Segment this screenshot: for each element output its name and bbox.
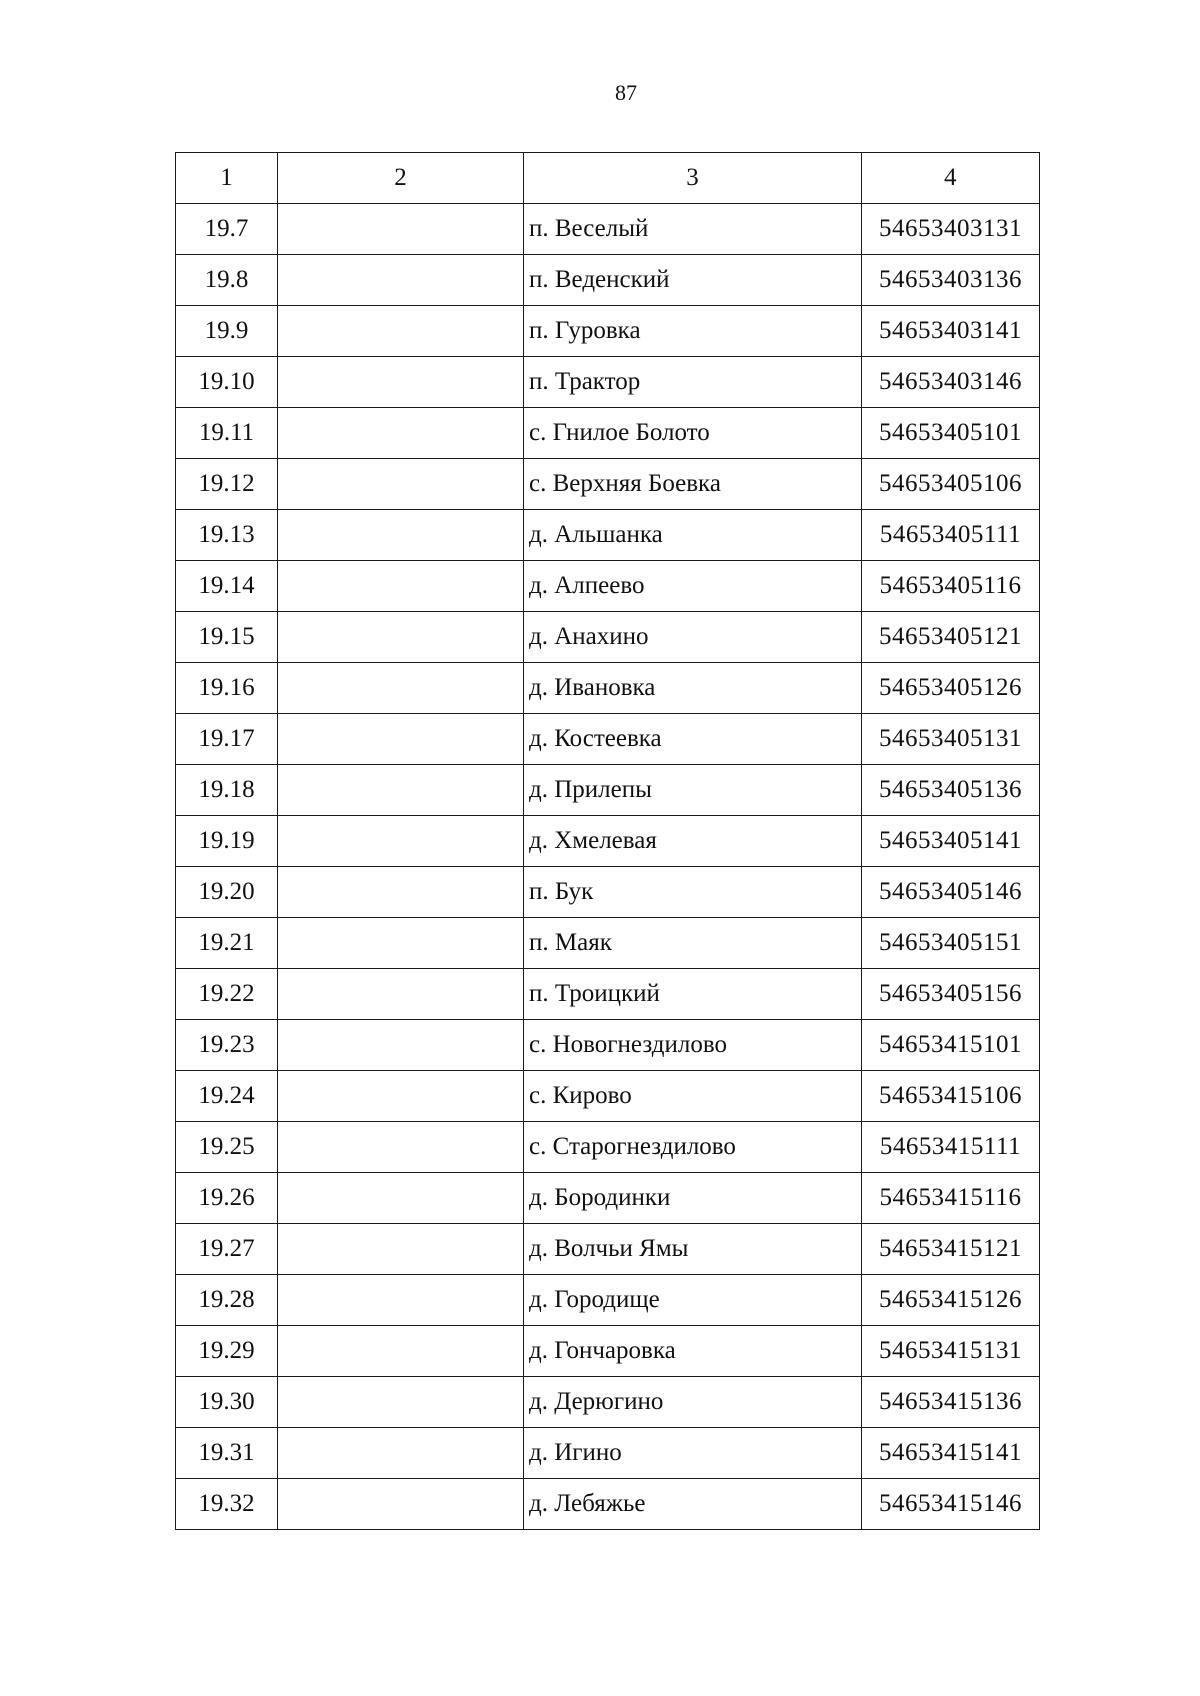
settlement-code-cell: 54653403136 [862, 255, 1040, 306]
table-row [176, 408, 1040, 459]
settlement-code-cell: 54653415121 [862, 1224, 1040, 1275]
table-row [176, 867, 1040, 918]
settlement-name-cell: с. Кирово [524, 1071, 862, 1122]
table-body [176, 153, 1040, 1530]
settlement-name-cell: д. Альшанка [524, 510, 862, 561]
settlement-code-cell: 54653405121 [862, 612, 1040, 663]
settlement-code-cell: 54653405146 [862, 867, 1040, 918]
column-2-cell [278, 765, 524, 816]
table-row [176, 459, 1040, 510]
table-row [176, 1275, 1040, 1326]
table-row [176, 1173, 1040, 1224]
column-2-cell [278, 561, 524, 612]
column-2-cell [278, 1173, 524, 1224]
settlement-code-cell: 54653403146 [862, 357, 1040, 408]
settlement-code-cell: 54653415101 [862, 1020, 1040, 1071]
settlement-name-cell: п. Гуровка [524, 306, 862, 357]
settlement-name-cell: п. Троицкий [524, 969, 862, 1020]
table-row [176, 1479, 1040, 1530]
table-row [176, 816, 1040, 867]
table-row [176, 612, 1040, 663]
table-row [176, 306, 1040, 357]
settlement-code-cell: 54653405141 [862, 816, 1040, 867]
column-2-cell [278, 1275, 524, 1326]
column-2-cell [278, 357, 524, 408]
row-number-cell: 19.17 [176, 714, 278, 765]
settlement-code-cell: 54653405151 [862, 918, 1040, 969]
row-number-cell: 19.7 [176, 204, 278, 255]
table-row [176, 969, 1040, 1020]
settlement-name-cell: п. Бук [524, 867, 862, 918]
settlement-name-cell: п. Маяк [524, 918, 862, 969]
settlement-name-cell: д. Игино [524, 1428, 862, 1479]
settlement-code-cell: 54653403141 [862, 306, 1040, 357]
settlement-code-cell: 54653403131 [862, 204, 1040, 255]
settlement-name-cell: с. Новогнездилово [524, 1020, 862, 1071]
column-2-cell [278, 255, 524, 306]
table-row [176, 255, 1040, 306]
column-2-cell [278, 1428, 524, 1479]
column-2-cell [278, 1224, 524, 1275]
settlement-code-cell: 54653415131 [862, 1326, 1040, 1377]
settlement-code-cell: 54653405131 [862, 714, 1040, 765]
settlement-name-cell: д. Костеевка [524, 714, 862, 765]
row-number-cell: 19.11 [176, 408, 278, 459]
table-row [176, 1071, 1040, 1122]
settlement-name-cell: с. Старогнездилово [524, 1122, 862, 1173]
settlement-code-cell: 54653415126 [862, 1275, 1040, 1326]
page-number: 87 [615, 80, 637, 105]
header-cell-4: 4 [862, 153, 1040, 204]
settlement-code-cell: 54653405156 [862, 969, 1040, 1020]
column-2-cell [278, 408, 524, 459]
row-number-cell: 19.18 [176, 765, 278, 816]
row-number-cell: 19.10 [176, 357, 278, 408]
table-row [176, 1122, 1040, 1173]
settlement-name-cell: с. Гнилое Болото [524, 408, 862, 459]
column-2-cell [278, 306, 524, 357]
column-2-cell [278, 969, 524, 1020]
row-number-cell: 19.25 [176, 1122, 278, 1173]
row-number-cell: 19.16 [176, 663, 278, 714]
settlement-code-cell: 54653415136 [862, 1377, 1040, 1428]
header-cell-3: 3 [524, 153, 862, 204]
row-number-cell: 19.30 [176, 1377, 278, 1428]
settlement-name-cell: с. Верхняя Боевка [524, 459, 862, 510]
table-row [176, 1326, 1040, 1377]
table-row [176, 918, 1040, 969]
settlement-name-cell: д. Ивановка [524, 663, 862, 714]
settlement-code-cell: 54653415111 [862, 1122, 1040, 1173]
settlement-name-cell: п. Трактор [524, 357, 862, 408]
table-row [176, 765, 1040, 816]
settlement-code-cell: 54653405126 [862, 663, 1040, 714]
table-row [176, 714, 1040, 765]
column-2-cell [278, 459, 524, 510]
settlement-name-cell: д. Анахино [524, 612, 862, 663]
settlement-code-cell: 54653415141 [862, 1428, 1040, 1479]
column-2-cell [278, 663, 524, 714]
settlement-name-cell: д. Хмелевая [524, 816, 862, 867]
settlement-code-cell: 54653415106 [862, 1071, 1040, 1122]
column-2-cell [278, 1479, 524, 1530]
settlement-code-cell: 54653405106 [862, 459, 1040, 510]
row-number-cell: 19.9 [176, 306, 278, 357]
settlement-name-cell: д. Бородинки [524, 1173, 862, 1224]
column-2-cell [278, 612, 524, 663]
settlement-name-cell: д. Городище [524, 1275, 862, 1326]
row-number-cell: 19.20 [176, 867, 278, 918]
table-row [176, 357, 1040, 408]
column-2-cell [278, 510, 524, 561]
column-2-cell [278, 816, 524, 867]
settlement-code-cell: 54653415146 [862, 1479, 1040, 1530]
settlement-code-cell: 54653405101 [862, 408, 1040, 459]
column-2-cell [278, 1377, 524, 1428]
settlement-code-cell: 54653405136 [862, 765, 1040, 816]
table-row [176, 1428, 1040, 1479]
settlement-name-cell: д. Прилепы [524, 765, 862, 816]
table-row [176, 510, 1040, 561]
settlement-name-cell: д. Дерюгино [524, 1377, 862, 1428]
row-number-cell: 19.15 [176, 612, 278, 663]
settlement-name-cell: д. Лебяжье [524, 1479, 862, 1530]
row-number-cell: 19.32 [176, 1479, 278, 1530]
column-2-cell [278, 1326, 524, 1377]
row-number-cell: 19.12 [176, 459, 278, 510]
row-number-cell: 19.23 [176, 1020, 278, 1071]
column-2-cell [278, 1122, 524, 1173]
settlement-name-cell: п. Веденский [524, 255, 862, 306]
column-2-cell [278, 867, 524, 918]
row-number-cell: 19.13 [176, 510, 278, 561]
table-header-row [176, 153, 1040, 204]
settlement-name-cell: д. Волчьи Ямы [524, 1224, 862, 1275]
settlement-code-cell: 54653405111 [862, 510, 1040, 561]
column-2-cell [278, 918, 524, 969]
settlement-name-cell: п. Веселый [524, 204, 862, 255]
table-row [176, 1020, 1040, 1071]
table-row [176, 561, 1040, 612]
column-2-cell [278, 204, 524, 255]
row-number-cell: 19.19 [176, 816, 278, 867]
column-2-cell [278, 1020, 524, 1071]
row-number-cell: 19.26 [176, 1173, 278, 1224]
header-cell-1: 1 [176, 153, 278, 204]
column-2-cell [278, 714, 524, 765]
row-number-cell: 19.21 [176, 918, 278, 969]
row-number-cell: 19.28 [176, 1275, 278, 1326]
column-2-cell [278, 1071, 524, 1122]
settlement-code-cell: 54653405116 [862, 561, 1040, 612]
settlement-code-cell: 54653415116 [862, 1173, 1040, 1224]
table-row [176, 663, 1040, 714]
row-number-cell: 19.31 [176, 1428, 278, 1479]
table-row [176, 1377, 1040, 1428]
row-number-cell: 19.27 [176, 1224, 278, 1275]
row-number-cell: 19.22 [176, 969, 278, 1020]
settlement-name-cell: д. Алпеево [524, 561, 862, 612]
row-number-cell: 19.24 [176, 1071, 278, 1122]
settlement-name-cell: д. Гончаровка [524, 1326, 862, 1377]
table-row [176, 204, 1040, 255]
row-number-cell: 19.29 [176, 1326, 278, 1377]
row-number-cell: 19.8 [176, 255, 278, 306]
table-row [176, 1224, 1040, 1275]
row-number-cell: 19.14 [176, 561, 278, 612]
header-cell-2: 2 [278, 153, 524, 204]
settlements-table [175, 152, 1040, 1530]
